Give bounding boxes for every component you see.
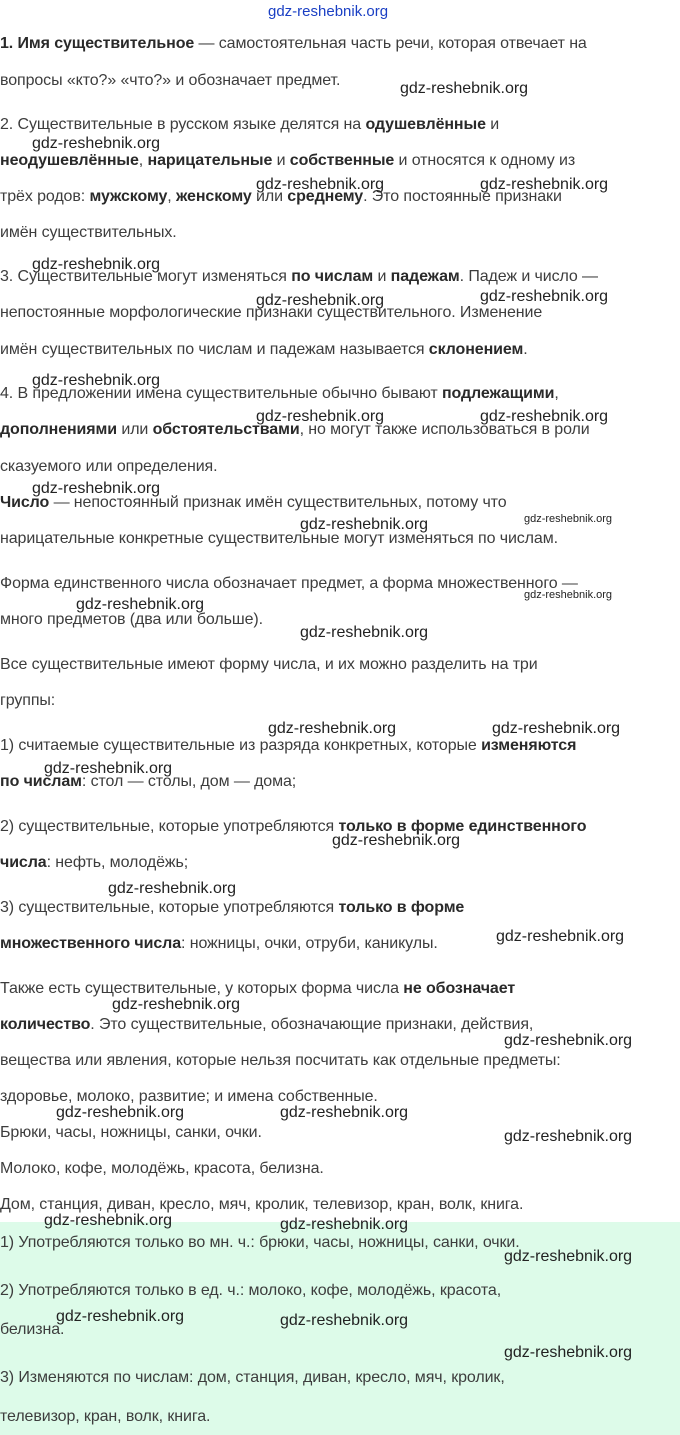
- watermark: gdz-reshebnik.org: [300, 624, 429, 641]
- text-span: нарицательные конкретные существительные могут изменяться по числам.: [0, 530, 558, 547]
- term-bold: только в форме: [338, 899, 465, 916]
- text-span: 2) Употребляются только в ед. ч.: молоко, кофе, молодёжь, красота,: [0, 1282, 502, 1299]
- text-span: телевизор, кран, волк, книга.: [0, 1408, 211, 1425]
- text-span: имён существительных.: [0, 224, 177, 241]
- term-bold: мужскому: [89, 188, 168, 205]
- watermark: gdz-reshebnik.org: [524, 513, 613, 525]
- text-span: . Падеж и число —: [459, 268, 598, 285]
- text-span: Форма единственного числа обозначает предмет, а форма множественного —: [0, 575, 578, 592]
- term-bold: одушевлённые: [365, 116, 486, 133]
- watermark: gdz-reshebnik.org: [524, 589, 613, 601]
- term-bold: падежам: [390, 268, 460, 285]
- term-bold: количество: [0, 1016, 91, 1033]
- watermark: gdz-reshebnik.org: [76, 596, 205, 613]
- paragraph-2-line-1: [0, 115, 680, 135]
- text-span: здоровье, молоко, развитие; и имена собственные.: [0, 1088, 378, 1105]
- watermark: gdz-reshebnik.org: [108, 880, 237, 897]
- text-span: 4. В предложении имена существительные обычно бывают: [0, 385, 442, 402]
- watermark: gdz-reshebnik.org: [504, 1128, 633, 1145]
- text-span: 2) существительные, которые употребляются: [0, 818, 339, 835]
- text-span: или: [117, 421, 153, 438]
- text-span: .: [523, 341, 528, 358]
- text-span: или: [251, 188, 288, 205]
- text-span: непостоянные морфологические признаки существительного. Изменение: [0, 304, 543, 321]
- paragraph-2-line-2: [0, 151, 680, 171]
- text-span: Все существительные имеют форму числа, и их можно разделить на три: [0, 656, 538, 673]
- term-bold: собственные: [289, 152, 395, 169]
- text-span: 2. Существительные в русском языке делятся на: [0, 116, 366, 133]
- text-span: и: [272, 152, 290, 169]
- watermark: gdz-reshebnik.org: [504, 1032, 633, 1049]
- term-bold: по числам: [291, 268, 374, 285]
- paragraph-2-line-4: [0, 223, 680, 243]
- watermark: gdz-reshebnik.org: [504, 1344, 633, 1361]
- text-span: Молоко, кофе, молодёжь, красота, белизна.: [0, 1160, 324, 1177]
- paragraph-8-line-3: [0, 1051, 680, 1071]
- text-span: : ножницы, очки, отруби, каникулы.: [181, 935, 438, 952]
- term-bold: склонением: [428, 341, 524, 358]
- term-bold: неодушевлённые: [0, 152, 139, 169]
- watermark: gdz-reshebnik.org: [32, 135, 161, 152]
- watermark: gdz-reshebnik.org: [56, 1104, 185, 1121]
- text-span: 3) Изменяются по числам: дом, станция, диван, кресло, мяч, кролик,: [0, 1369, 505, 1386]
- term-bold: не обозначает: [403, 980, 516, 997]
- text-span: ,: [138, 152, 148, 169]
- text-span: — самостоятельная часть речи, которая отвечает на: [194, 35, 587, 52]
- definition-line-2: [0, 71, 680, 91]
- text-span: — непостоянный признак имён существительных, потому что: [49, 494, 507, 511]
- term-bold: множественного числа: [0, 935, 182, 952]
- group-1-line-1: [0, 736, 680, 756]
- text-span: 1) Употребляются только во мн. ч.: брюки, часы, ножницы, санки, очки.: [0, 1234, 520, 1251]
- watermark: gdz-reshebnik.org: [256, 292, 385, 309]
- watermark: gdz-reshebnik.org: [256, 408, 385, 425]
- watermark: gdz-reshebnik.org: [44, 1212, 173, 1229]
- definition-line-1: [0, 34, 680, 54]
- text-span: 1) считаемые существительные из разряда конкретных, которые: [0, 737, 482, 754]
- watermark: gdz-reshebnik.org: [56, 1308, 185, 1325]
- text-span: : стол — столы, дом — дома;: [81, 773, 297, 790]
- text-span: Также есть существительные, у которых форма числа: [0, 980, 404, 997]
- text-span: , но могут также использоваться в роли: [299, 421, 590, 438]
- watermark: gdz-reshebnik.org: [300, 516, 429, 533]
- text-span: имён существительных по числам и падежам называется: [0, 341, 429, 358]
- text-span: белизна.: [0, 1321, 65, 1338]
- term-bold: 1. Имя существительное: [0, 35, 195, 52]
- term-bold: только в форме единственного: [338, 818, 587, 835]
- text-span: : нефть, молодёжь;: [46, 854, 189, 871]
- term-bold: среднему: [287, 188, 364, 205]
- watermark: gdz-reshebnik.org: [32, 372, 161, 389]
- paragraph-8-line-1: [0, 979, 680, 999]
- text-span: группы:: [0, 692, 56, 709]
- text-span: . Это существительные, обозначающие признаки, действия,: [90, 1016, 534, 1033]
- term-bold: Число: [0, 494, 50, 511]
- watermark-top: gdz-reshebnik.org: [268, 3, 389, 20]
- answer-line-4: [0, 1368, 680, 1388]
- text-span: . Это постоянные признаки: [363, 188, 562, 205]
- text-span: и: [485, 116, 500, 133]
- watermark: gdz-reshebnik.org: [480, 408, 609, 425]
- term-bold: числа: [0, 854, 47, 871]
- watermark: gdz-reshebnik.org: [112, 996, 241, 1013]
- text-span: Дом, станция, диван, кресло, мяч, кролик, телевизор, кран, волк, книга.: [0, 1196, 524, 1213]
- answer-line-2: [0, 1281, 680, 1301]
- watermark: gdz-reshebnik.org: [268, 720, 397, 737]
- term-bold: дополнениями: [0, 421, 118, 438]
- term-bold: изменяются: [481, 737, 577, 754]
- text-span: и: [373, 268, 391, 285]
- watermark: gdz-reshebnik.org: [256, 176, 385, 193]
- text-span: Брюки, часы, ножницы, санки, очки.: [0, 1124, 262, 1141]
- term-bold: по числам: [0, 773, 82, 790]
- group-2-line-2: [0, 853, 680, 873]
- term-bold: женскому: [176, 188, 252, 205]
- text-span: трёх родов:: [0, 188, 90, 205]
- text-span: и относятся к одному из: [394, 152, 576, 169]
- watermark: gdz-reshebnik.org: [280, 1104, 409, 1121]
- watermark: gdz-reshebnik.org: [504, 1248, 633, 1265]
- paragraph-7-line-2: [0, 691, 680, 711]
- term-bold: обстоятельствами: [152, 421, 300, 438]
- term-bold: нарицательные: [147, 152, 273, 169]
- group-3-line-1: [0, 898, 680, 918]
- task-line-2: [0, 1159, 680, 1179]
- term-bold: подлежащими: [441, 385, 555, 402]
- text-span: вопросы «кто?» «что?» и обозначает предмет.: [0, 72, 341, 89]
- answer-line-5: [0, 1407, 680, 1427]
- watermark: gdz-reshebnik.org: [332, 832, 461, 849]
- text-span: ,: [167, 188, 176, 205]
- text-span: ,: [554, 385, 559, 402]
- text-span: много предметов (два или больше).: [0, 611, 263, 628]
- watermark: gdz-reshebnik.org: [32, 480, 161, 497]
- watermark: gdz-reshebnik.org: [480, 288, 609, 305]
- text-span: вещества или явления, которые нельзя посчитать как отдельные предметы:: [0, 1052, 561, 1069]
- text-span: 3. Существительные могут изменяться: [0, 268, 292, 285]
- paragraph-7-line-1: [0, 655, 680, 675]
- watermark: gdz-reshebnik.org: [492, 720, 621, 737]
- watermark: gdz-reshebnik.org: [44, 760, 173, 777]
- watermark: gdz-reshebnik.org: [280, 1312, 409, 1329]
- watermark: gdz-reshebnik.org: [280, 1216, 409, 1233]
- paragraph-4-line-3: [0, 457, 680, 477]
- text-span: сказуемого или определения.: [0, 458, 218, 475]
- text-span: 3) существительные, которые употребляются: [0, 899, 339, 916]
- watermark: gdz-reshebnik.org: [480, 176, 609, 193]
- watermark: gdz-reshebnik.org: [496, 928, 625, 945]
- paragraph-3-line-3: [0, 340, 680, 360]
- watermark: gdz-reshebnik.org: [32, 256, 161, 273]
- watermark: gdz-reshebnik.org: [400, 80, 529, 97]
